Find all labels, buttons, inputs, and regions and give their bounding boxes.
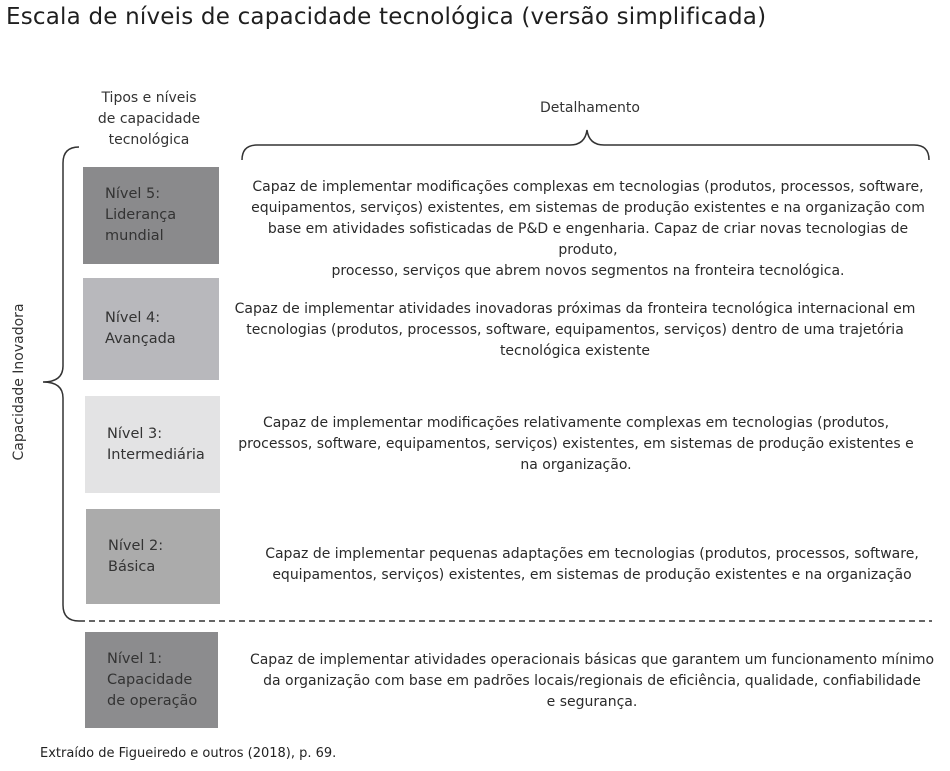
level-4-description: Capaz de implementar atividades inovadoras próximas da fronteira tecnológica internacional em tecnologias (produtos, processos, software, equipamentos, serviços) dentro de uma trajetória tecnológica existente	[234, 301, 916, 359]
level-4-box	[83, 278, 219, 380]
innovative-capability-brace	[43, 147, 79, 621]
source-citation: Extraído de Figueiredo e outros (2018), p. 69.	[40, 746, 337, 761]
level-5-box	[83, 167, 219, 264]
level-5-label: Nível 5: Liderança mundial	[105, 186, 177, 244]
level-1-box	[85, 632, 218, 728]
level-2-box	[86, 509, 220, 604]
level-1-label: Nível 1: Capacidade de operação	[107, 650, 198, 709]
level-1-description: Capaz de implementar atividades operacionais básicas que garantem um funcionamento mínimo da organização com base em padrões locais/regionais de eficiência, qualidade, confiabilidade e segurança.	[249, 652, 935, 710]
innovative-capability-label: Capacidade Inovadora	[11, 303, 27, 461]
level-5-description: Capaz de implementar modificações complexas em tecnologias (produtos, processos, software, equipamentos, serviços) existentes, em sistemas de produção existentes e na organização com base em atividades sofisticadas de P&D e engenharia. Capaz de criar novas tecnologias de produto, processo, serviços que abrem novos segmentos na fronteira tecnológica.	[251, 179, 925, 279]
level-4-label: Nível 4: Avançada	[105, 310, 176, 347]
level-3-description: Capaz de implementar modificações relativamente complexas em tecnologias (produtos, processos, software, equipamentos, serviços) existentes, em sistemas de produção existentes e na organização.	[238, 415, 914, 473]
page-title: Escala de níveis de capacidade tecnológica (versão simplificada)	[6, 4, 767, 30]
level-3-box	[85, 396, 220, 493]
column-header-detail: Detalhamento	[540, 100, 640, 116]
detail-brace	[242, 130, 929, 160]
level-2-label: Nível 2: Básica	[108, 537, 164, 575]
column-header-types-levels-text: Tipos e níveis de capacidade tecnológica	[97, 90, 201, 148]
level-3-label: Nível 3: Intermediária	[107, 425, 205, 463]
level-2-description: Capaz de implementar pequenas adaptações em tecnologias (produtos, processos, software, equipamentos, serviços) existentes, em sistemas de produção existentes e na organização	[265, 546, 919, 583]
